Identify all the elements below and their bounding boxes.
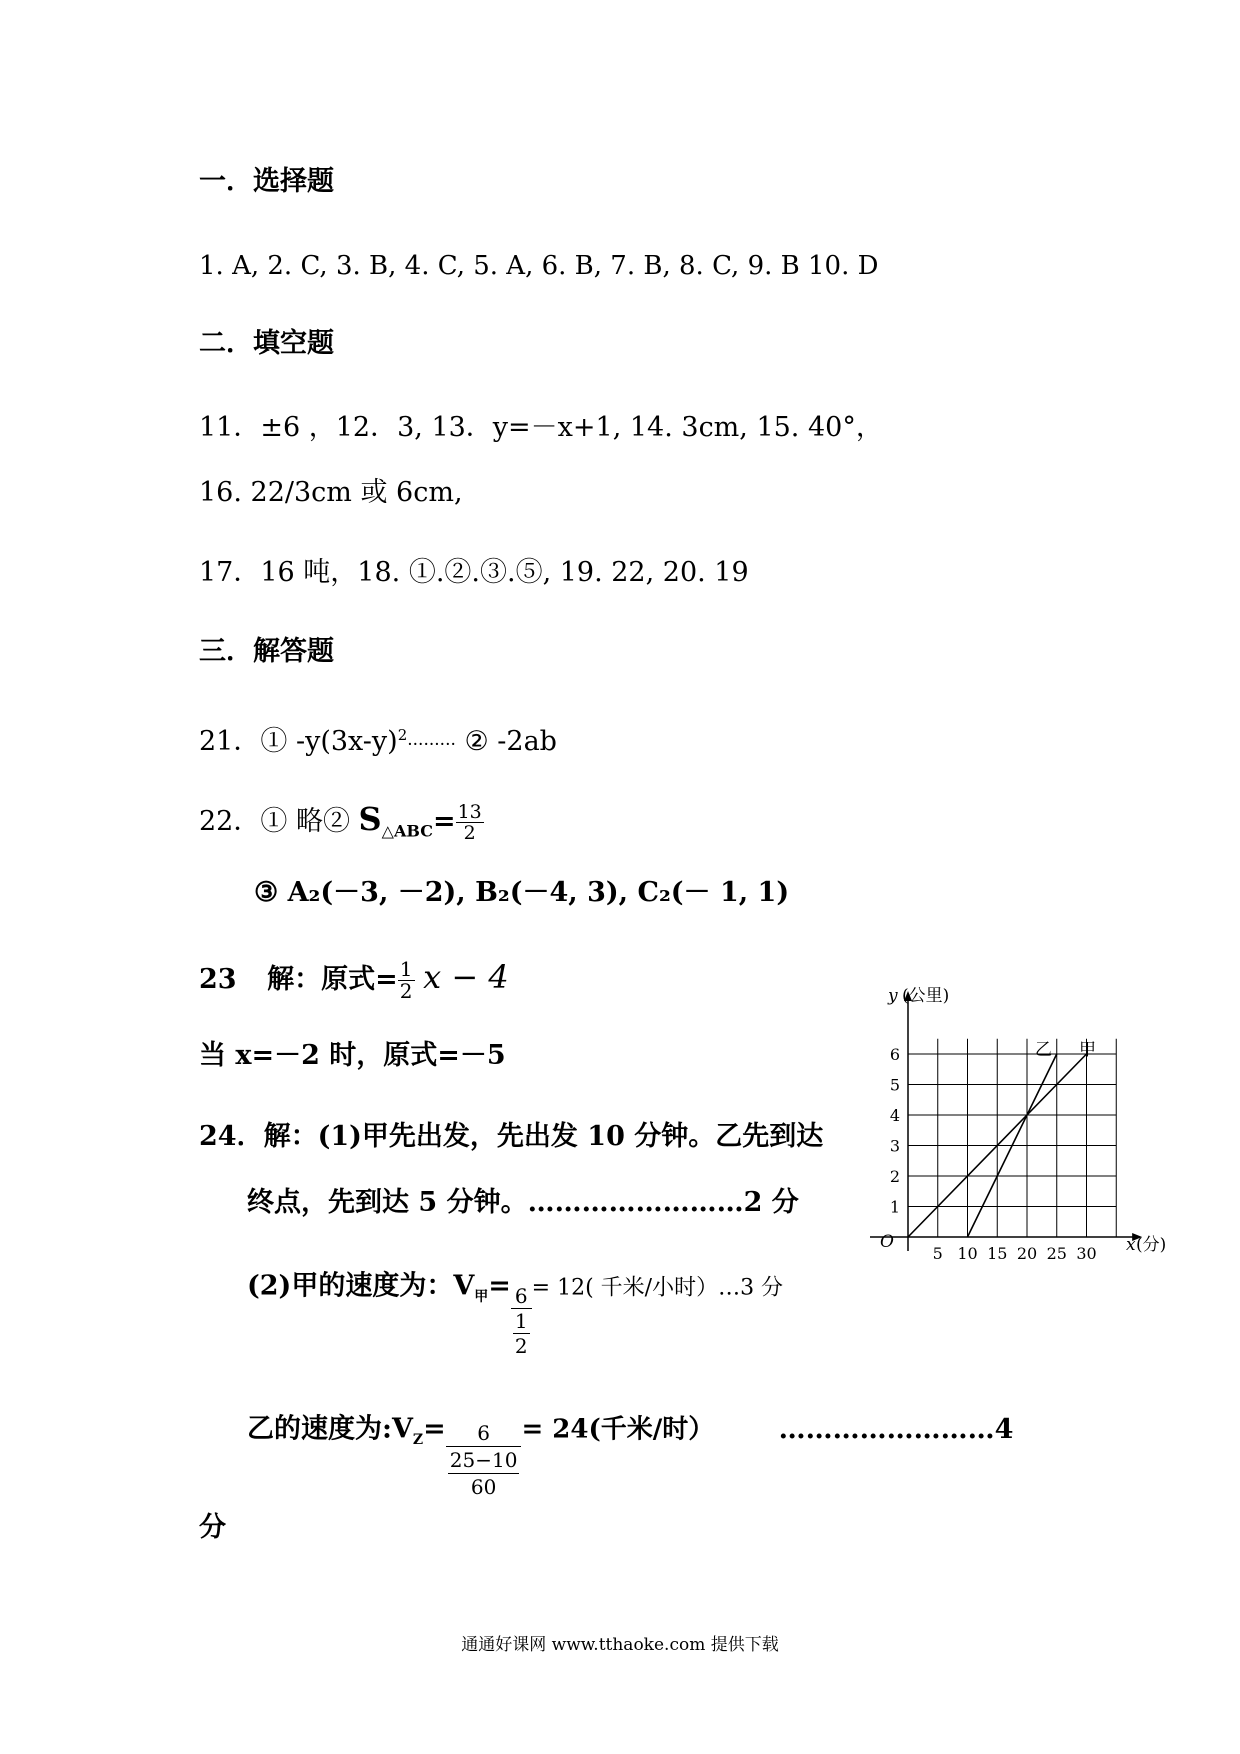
- q24-l3-inner-frac: [513, 1309, 530, 1358]
- q24-l4-den-num: 25−10: [449, 1448, 518, 1472]
- q24-l3-eq: =: [488, 1270, 511, 1302]
- q21-prefix: 21．①: [199, 726, 288, 757]
- graph-y-unit: (公里): [902, 986, 950, 1006]
- graph-grid: [908, 1039, 1116, 1237]
- q21-expr2: ② -2ab: [464, 726, 557, 757]
- q24-l4-result: = 24(千米/时）: [521, 1414, 715, 1445]
- graph-origin: O: [880, 1232, 894, 1252]
- choice-answers: 1. A, 2. C, 3. B, 4. C, 5. A, 6. B, 7. B, 8. C, 9. B 10. D: [199, 251, 879, 281]
- y-tick-label: 2: [889, 1167, 900, 1186]
- q24-l3-sub: 甲: [474, 1288, 489, 1305]
- q24-l3-fraction: [511, 1284, 532, 1358]
- section-heading-choice: 一．选择题: [199, 166, 334, 197]
- y-tick-label: 3: [889, 1136, 900, 1156]
- q24-l3-den: [511, 1309, 532, 1358]
- fill-answers-line3: 17．16 吨，18. ①.②.③.⑤, 19. 22, 20. 19: [199, 557, 749, 588]
- footer-source: 通通好课网 www.tthaoke.com 提供下载: [461, 1635, 779, 1655]
- x-tick-label: 25: [1046, 1244, 1067, 1263]
- q23-expr: x − 4: [423, 958, 509, 996]
- q22-s-label: S: [358, 800, 382, 838]
- q24-l3-prefix: (2)甲的速度为：V: [247, 1270, 475, 1302]
- graph-y-label: y: [888, 986, 898, 1006]
- q21-expr1: -y(3x-y): [287, 726, 398, 757]
- q24-l4-sub: Z: [412, 1431, 424, 1448]
- q24-line4: [247, 1390, 1014, 1499]
- q22-s-sub: △ABC: [381, 821, 433, 841]
- q23-line1: [199, 955, 509, 1002]
- y-tick-label: 5: [889, 1075, 900, 1095]
- graph-line-label-yi: 乙: [1035, 1040, 1052, 1060]
- q23-fraction: [398, 959, 415, 1002]
- x-tick-label: 5: [932, 1244, 943, 1263]
- q21-line: [199, 719, 557, 761]
- q23-line2: 当 x=－2 时，原式=－5: [199, 1040, 506, 1071]
- q24-l3-result: = 12( 千米/小时）…3 分: [531, 1275, 784, 1301]
- q21-exponent: 2: [397, 726, 408, 744]
- x-tick-label: 15: [987, 1244, 1008, 1263]
- x-tick-label: 30: [1076, 1244, 1097, 1263]
- section-heading-solve: 三．解答题: [199, 636, 334, 667]
- q23-label: 23: [199, 964, 237, 995]
- q23-text: 解：原式=: [267, 964, 398, 995]
- distance-time-graph: [852, 985, 1167, 1265]
- q22-line2: ③ A₂(－3, －2), B₂(－4, 3), C₂(－ 1, 1): [254, 877, 790, 908]
- q24-l4-inner-frac: [448, 1447, 520, 1500]
- y-tick-label: 1: [889, 1197, 900, 1217]
- graph-line-label-jia: 甲: [1079, 1040, 1096, 1060]
- q22-eq: =: [432, 806, 456, 837]
- graph-axes: [870, 991, 1142, 1251]
- q24-l4-den-den: 60: [470, 1475, 497, 1499]
- q24-l4-dots: ……………………4: [778, 1413, 1014, 1445]
- graph-x-label: x: [1126, 1235, 1136, 1255]
- q21-dots: ·········: [407, 735, 456, 755]
- q24-l4-eq: =: [423, 1413, 446, 1445]
- graph-ticks: [890, 1045, 1097, 1263]
- q23-frac-den: 2: [399, 979, 413, 1003]
- q22-fraction: [456, 802, 484, 843]
- y-tick-label: 6: [889, 1045, 900, 1064]
- fill-answers-line1: 11．±6 ，12．3, 13．y=－x+1, 14. 3cm, 15. 40°，: [199, 412, 883, 443]
- q24-l4-num: 6: [446, 1420, 522, 1447]
- q24-l3-den-num: 1: [514, 1309, 528, 1333]
- q24-line1: 24．解：(1)甲先出发，先出发 10 分钟。乙先到达: [199, 1121, 824, 1152]
- section-heading-fill: 二．填空题: [199, 328, 334, 359]
- q24-l3-den-den: 2: [514, 1334, 528, 1358]
- q24-line3: [247, 1250, 784, 1358]
- graph-x-unit: (分): [1136, 1235, 1167, 1255]
- q24-l4-prefix: 乙的速度为:V: [247, 1413, 413, 1445]
- q22-frac-den: 2: [463, 822, 476, 844]
- q22-prefix: 22．① 略②: [199, 806, 350, 837]
- q24-l4-fraction: [446, 1420, 522, 1500]
- q24-line2: 终点，先到达 5 分钟。……………………2 分: [247, 1187, 799, 1218]
- q22-frac-num: 13: [457, 801, 482, 823]
- y-tick-label: 4: [889, 1106, 900, 1125]
- x-tick-label: 10: [957, 1244, 978, 1263]
- q24-l4-den: [446, 1447, 522, 1500]
- fill-answers-line2: 16. 22/3cm 或 6cm,: [199, 477, 463, 508]
- q22-line1: [199, 797, 484, 853]
- q24-line5: 分: [199, 1512, 226, 1543]
- x-tick-label: 20: [1016, 1244, 1038, 1263]
- q23-frac-num: 1: [399, 957, 413, 981]
- q24-l3-num: 6: [511, 1284, 532, 1309]
